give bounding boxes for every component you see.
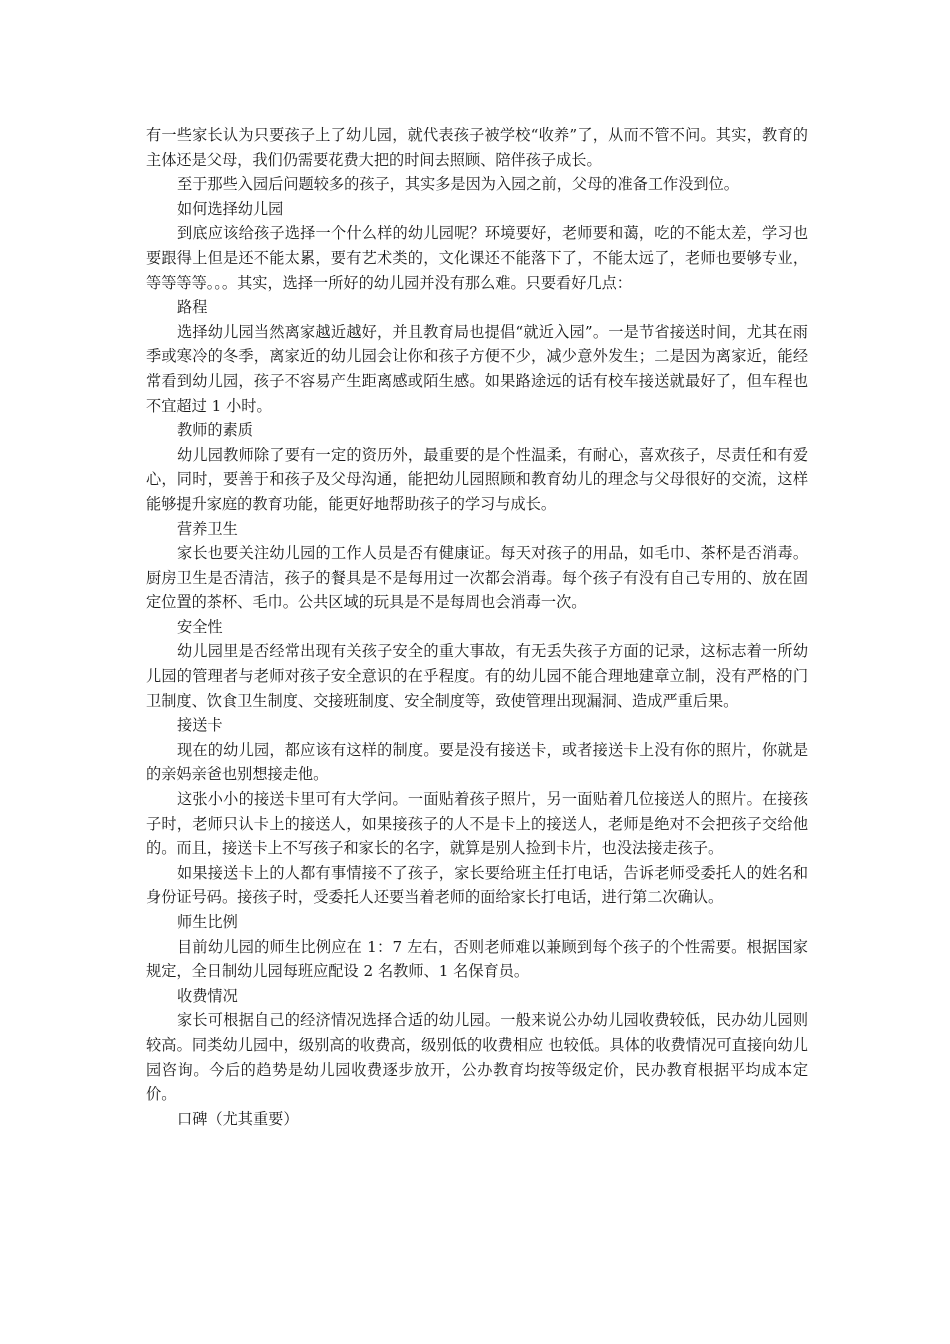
heading-pickup-card: 接送卡	[177, 716, 223, 735]
heading-teacher-ratio: 师生比例	[177, 913, 238, 931]
heading-reputation: 口碑（尤其重要）	[177, 1109, 299, 1128]
heading-distance: 路程	[177, 298, 208, 317]
paragraph-teacher-ratio: 目前幼儿园的师生比例应在 1：7 左右，否则老师难以兼顾到每个孩子的个性需要。根据国家规定，全日制幼儿园每班应配设 2 名教师、1 名保育员。	[146, 937, 808, 981]
heading-nutrition-hygiene: 营养卫生	[177, 519, 238, 538]
document-body	[146, 123, 808, 1131]
paragraph-nutrition-hygiene: 家长也要关注幼儿园的工作人员是否有健康证。每天对孩子的用品，如毛巾、茶杯是否消毒。厨房卫生是否清洁，孩子的餐具是不是每用过一次都会消毒。每个孩子有没有自己专用的、放在固定位置的茶杯、毛巾。公共区域的玩具是不是每周也会消毒一次。	[146, 544, 808, 612]
paragraph-preparation: 至于那些入园后问题较多的孩子，其实多是因为入园之前，父母的准备工作没到位。	[177, 175, 739, 194]
paragraph-fees: 家长可根据自己的经济情况选择合适的幼儿园。一般来说公办幼儿园收费较低，民办幼儿园则较高。同类幼儿园中，级别高的收费高，级别低的收费相应 也较低。具体的收费情况可直接向幼儿园咨询。今后的趋势是幼儿园收费逐步放开，公办教育均按等级定价，民办教育根据平均成本定价。	[146, 1011, 808, 1104]
heading-how-to-choose: 如何选择幼儿园	[177, 199, 284, 218]
paragraph-safety: 幼儿园里是否经常出现有关孩子安全的重大事故，有无丢失孩子方面的记录，这标志着一所幼儿园的管理者与老师对孩子安全意识的在乎程度。有的幼儿园不能合理地建章立制，没有严格的门卫制度、饮食卫生制度、交接班制度、安全制度等，致使管理出现漏洞、造成严重后果。	[146, 642, 808, 710]
paragraph-intro: 有一些家长认为只要孩子上了幼儿园，就代表孩子被学校“收养”了，从而不管不问。其实，教育的主体还是父母，我们仍需要花费大把的时间去照顾、陪伴孩子成长。	[146, 126, 808, 169]
paragraph-teacher-quality: 幼儿园教师除了要有一定的资历外，最重要的是个性温柔，有耐心，喜欢孩子，尽责任和有爱心，同时，要善于和孩子及父母沟通，能把幼儿园照顾和教育幼儿的理念与父母很好的交流，这样能够提升家庭的教育功能，能更好地帮助孩子的学习与成长。	[146, 445, 808, 513]
heading-fees: 收费情况	[177, 986, 238, 1005]
heading-teacher-quality: 教师的素质	[177, 421, 253, 440]
paragraph-pickup-card-2: 这张小小的接送卡里可有大学问。一面贴着孩子照片，另一面贴着几位接送人的照片。在接孩子时，老师只认卡上的接送人，如果接孩子的人不是卡上的接送人，老师是绝对不会把孩子交给他的。而且，接送卡上不写孩子和家长的名字，就算是别人捡到卡片，也没法接走孩子。	[146, 790, 808, 858]
paragraph-pickup-card-3: 如果接送卡上的人都有事情接不了孩子，家长要给班主任打电话，告诉老师受委托人的姓名和身份证号码。接孩子时，受委托人还要当着老师的面给家长打电话，进行第二次确认。	[146, 863, 808, 907]
paragraph-distance: 选择幼儿园当然离家越近越好，并且教育局也提倡“就近入园”。一是节省接送时间，尤其在雨季或寒冷的冬季，离家近的幼儿园会让你和孩子方便不少，减少意外发生；二是因为离家近，能经常看到幼儿园，孩子不容易产生距离感或陌生感。如果路途远的话有校车接送就最好了，但车程也不宜超过 1 小时。	[146, 322, 808, 415]
paragraph-what-kind: 到底应该给孩子选择一个什么样的幼儿园呢？环境要好，老师要和蔼，吃的不能太差，学习也要跟得上但是还不能太累，要有艺术类的，文化课还不能落下了，不能太远了，老师也要够专业，等等等等。。。其实，选择一所好的幼儿园并没有那么难。只要看好几点：	[146, 224, 808, 292]
heading-safety: 安全性	[177, 617, 223, 636]
paragraph-pickup-card-1: 现在的幼儿园，都应该有这样的制度。要是没有接送卡，或者接送卡上没有你的照片，你就是的亲妈亲爸也别想接走他。	[146, 740, 808, 784]
